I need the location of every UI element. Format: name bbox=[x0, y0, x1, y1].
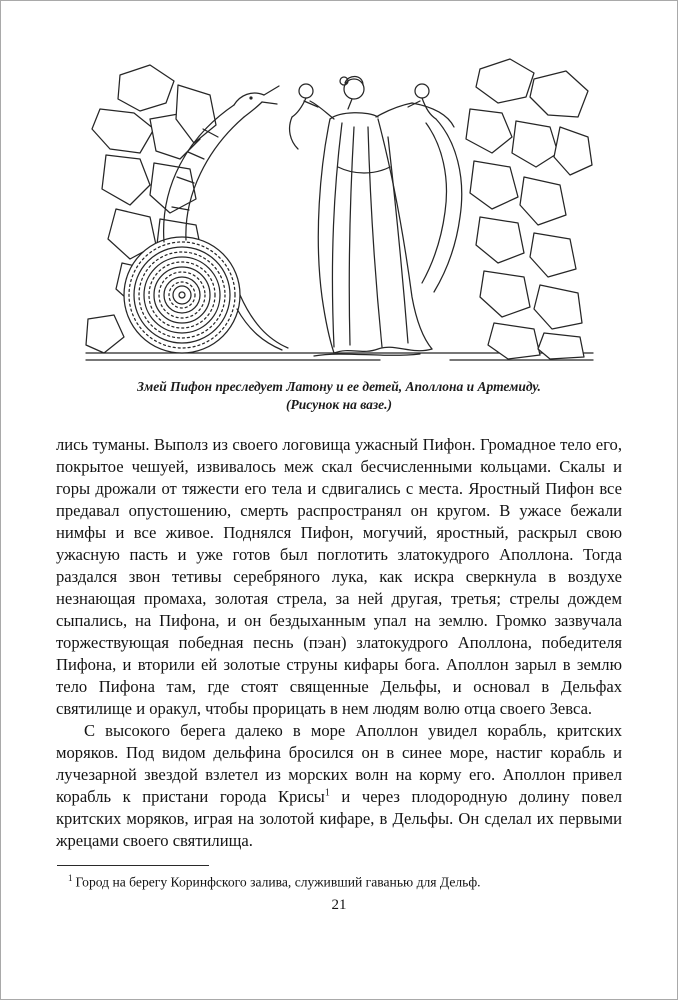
footnote-text: Город на берегу Коринфского залива, служивший гаванью для Дельф. bbox=[75, 874, 481, 890]
figure-caption-line2: (Рисунок на вазе.) bbox=[285, 397, 393, 413]
figure-caption bbox=[79, 378, 599, 414]
footnote-separator bbox=[57, 865, 209, 866]
paragraph-text-after-ref: и через плодородную долину повел критских моряков, играя на золотой кифаре, в Дельфы. Он сделал их первыми жрецами своего святилища. bbox=[56, 787, 622, 851]
footnote-marker: 1 bbox=[68, 873, 73, 884]
figure-caption-line1: Змей Пифон преследует Латону и ее детей, Аполлона и Артемиду. bbox=[137, 379, 541, 394]
footnote bbox=[56, 873, 622, 891]
paragraph-text-before-ref: С высокого берега далеко в море Аполлон увидел корабль, критских моряков. Под видом дельфина бросился он в синее море, настиг корабль и лучезарной звездой взлетел из морских волн на корму его. Аполлон привел корабль к пристани города Крисы bbox=[56, 721, 622, 807]
figure-vase-drawing bbox=[79, 57, 599, 414]
page-number: 21 bbox=[331, 897, 347, 913]
paragraph-python: лись туманы. Выполз из своего логовища ужасный Пифон. Громадное тело его, покрытое чешуей, извивалось меж скал бесчисленными кольцами. Скалы и горы дрожали от тяжести его тела и сдвигались с места. Яростный Пифон все предавал опустошению, смерть распространял он кругом. В ужасе бежали нимфы и все живое. Поднялся Пифон, могучий, яростный, раскрыл свою ужасную пасть и уже готов был поглотить златокудрого Аполлона. Тогда раздался звон тетивы серебряного лука, как искра сверкнула в воздухе незнающая промаха, золотая стрела, за ней другая, третья; стрелы дождем сыпались, на Пифона, и он бездыханным упал на землю. Громко зазвучала торжествующая победная песнь (пэан) златокудрого Аполлона, победителя Пифона, и вторили ей золотые струны кифары бога. Аполлон зарыл в землю тело Пифона там, где стоят священные Дельфы, и основал в Дельфах святилище и оракул, чтобы прорицать в нем людям волю отца своего Зевса. bbox=[56, 435, 622, 719]
vase-illustration bbox=[82, 57, 597, 367]
body-text bbox=[56, 434, 622, 852]
paragraph-cretans bbox=[56, 720, 622, 852]
footnote-reference: 1 bbox=[324, 787, 330, 799]
rock-right bbox=[466, 59, 592, 359]
latona-figures bbox=[289, 76, 461, 353]
